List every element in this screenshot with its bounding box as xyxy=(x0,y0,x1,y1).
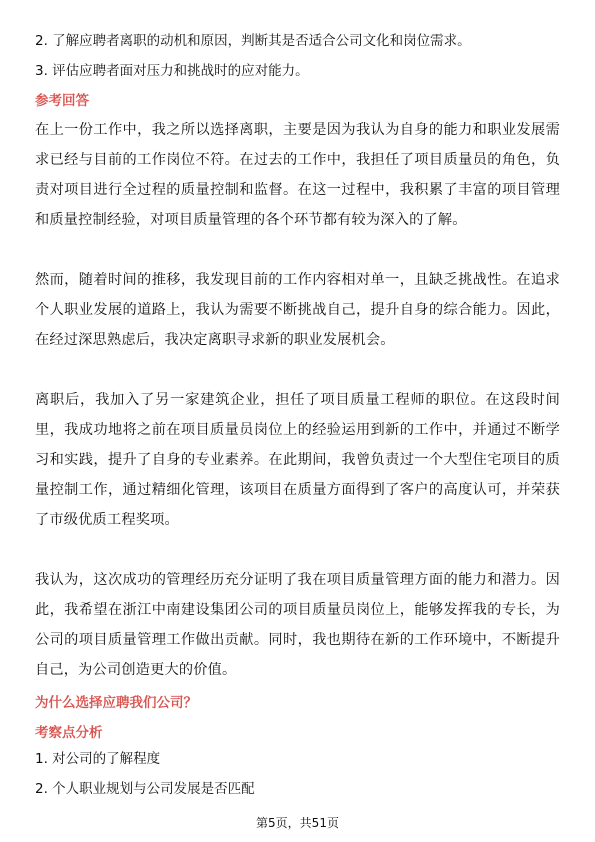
analysis-item-1: 1. 对公司的了解程度 xyxy=(35,751,161,767)
analysis-heading: 考察点分析 xyxy=(35,725,103,741)
page-content xyxy=(35,31,560,809)
answer-paragraph-3: 离职后，我加入了另一家建筑企业，担任了项目质量工程师的职位。在这段时间里，我成功地将之前在项目质量员岗位上的经验运用到新的工作中，并通过不断学习和实践，提升了自身的专业素养。在此期间，我曾负责过一个大型住宅项目的质量控制工作，通过精细化管理，该项目在质量方面得到了客户的高度认可，并荣获了市级优质工程奖项。 xyxy=(35,392,560,528)
answer-paragraph-1: 在上一份工作中，我之所以选择离职，主要是因为我认为自身的能力和职业发展需求已经与目前的工作岗位不符。在过去的工作中，我担任了项目质量员的角色，负责对项目进行全过程的质量控制和监督。在这一过程中，我积累了丰富的项目管理和质量控制经验，对项目质量管理的各个环节都有较为深入的了解。 xyxy=(35,122,560,228)
page-number-footer: 第5页，共51页 xyxy=(256,816,339,830)
answer-paragraph-2: 然而，随着时间的推移，我发现目前的工作内容相对单一，且缺乏挑战性。在追求个人职业发展的道路上，我认为需要不断挑战自己，提升自身的综合能力。因此，在经过深思熟虑后，我决定离职寻求新的职业发展机会。 xyxy=(35,272,560,348)
reference-answer-heading: 参考回答 xyxy=(35,93,89,109)
next-question-heading: 为什么选择应聘我们公司？ xyxy=(35,695,197,711)
list-item-goal-3: 3. 评估应聘者面对压力和挑战时的应对能力。 xyxy=(35,63,309,79)
analysis-item-2: 2. 个人职业规划与公司发展是否匹配 xyxy=(35,781,255,797)
list-item-goal-2: 2. 了解应聘者离职的动机和原因，判断其是否适合公司文化和岗位需求。 xyxy=(35,33,471,49)
answer-paragraph-4: 我认为，这次成功的管理经历充分证明了我在项目质量管理方面的能力和潜力。因此，我希望在浙江中南建设集团公司的项目质量员岗位上，能够发挥我的专长，为公司的项目质量管理工作做出贡献。同时，我也期待在新的工作环境中，不断提升自己，为公司创造更大的价值。 xyxy=(35,572,560,678)
